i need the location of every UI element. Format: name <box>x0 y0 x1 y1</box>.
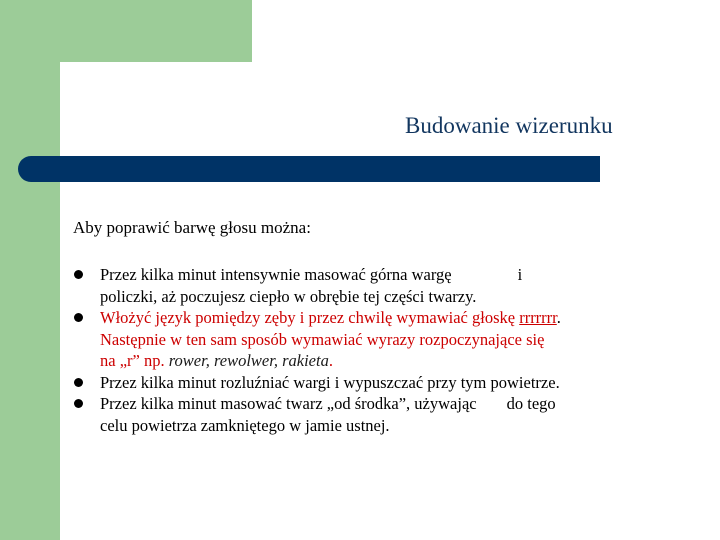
bullet-text: Przez kilka minut rozluźniać wargi i wypuszczać przy tym powietrze. <box>100 372 560 392</box>
slide-title: Budowanie wizerunku <box>405 113 613 138</box>
bullet-text-red: Włożyć język pomiędzy zęby i przez chwilę wymawiać głoskę <box>100 308 520 327</box>
bullet-list <box>74 264 694 436</box>
list-item <box>74 307 694 372</box>
bullet-text-red: na „r” np. <box>100 351 169 370</box>
bullet-dot-icon <box>74 270 83 279</box>
bullet-dot-icon <box>74 313 83 322</box>
bullet-dot-icon <box>74 399 83 408</box>
bullet-text: . <box>556 308 561 327</box>
bullet-text: do tego <box>506 394 556 413</box>
bullet-text: celu powietrza zamkniętego w jamie ustnej. <box>100 415 390 435</box>
slide-subtitle: Aby poprawić barwę głosu można: <box>73 218 311 237</box>
bullet-text-red: Następnie w ten sam sposób wymawiać wyrazy rozpoczynające się <box>100 329 545 349</box>
bullet-dot-icon <box>74 378 83 387</box>
bullet-text: Przez kilka minut intensywnie masować górna wargę <box>100 265 452 284</box>
bullet-text: i <box>517 265 523 284</box>
bullet-text: policzki, aż poczujesz ciepło w obrębie tej części twarzy. <box>100 286 477 306</box>
green-side-strip <box>0 0 60 540</box>
list-item <box>74 393 694 436</box>
bullet-text-italic: rower, rewolwer, rakieta <box>168 351 329 370</box>
title-underline-bar <box>18 156 600 182</box>
rounded-corner <box>60 62 140 142</box>
bullet-text-red: . <box>328 351 333 370</box>
list-item <box>74 372 694 394</box>
bullet-text-red-underlined: rrrrrrr <box>519 308 557 327</box>
list-item <box>74 264 694 307</box>
bullet-text: Przez kilka minut masować twarz „od środka”, używając <box>100 394 477 413</box>
